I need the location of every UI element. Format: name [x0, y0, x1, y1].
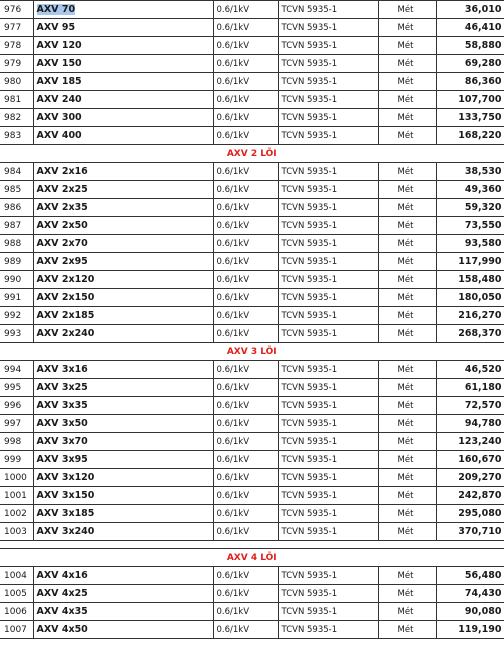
table-row: [0, 487, 504, 505]
row-number-cell[interactable]: 982: [0, 109, 33, 127]
product-code-cell[interactable]: AXV 4x35: [33, 603, 213, 621]
product-code-cell[interactable]: AXV 2x50: [33, 217, 213, 235]
voltage-cell[interactable]: 0.6/1kV: [213, 433, 278, 451]
table-row: [0, 567, 504, 585]
row-number-cell[interactable]: 1005: [0, 585, 33, 603]
standard-cell[interactable]: TCVN 5935-1: [278, 235, 378, 253]
row-number-cell[interactable]: 1003: [0, 523, 33, 541]
unit-cell[interactable]: Mét: [378, 469, 436, 487]
voltage-cell[interactable]: 0.6/1kV: [213, 505, 278, 523]
voltage-cell[interactable]: 0.6/1kV: [213, 37, 278, 55]
unit-price-cell[interactable]: 38,530: [436, 163, 504, 181]
table-row: [0, 73, 504, 91]
product-code-cell[interactable]: AXV 2x185: [33, 307, 213, 325]
table-row: [0, 307, 504, 325]
product-code-cell[interactable]: AXV 2x16: [33, 163, 213, 181]
table-row: [0, 91, 504, 109]
table-row: [0, 415, 504, 433]
unit-price-cell[interactable]: 133,750: [436, 109, 504, 127]
section-title: AXV 2 LÕI: [0, 145, 504, 163]
voltage-cell[interactable]: 0.6/1kV: [213, 523, 278, 541]
unit-price-cell[interactable]: 107,700: [436, 91, 504, 109]
unit-price-cell[interactable]: 74,430: [436, 585, 504, 603]
row-number-cell[interactable]: 993: [0, 325, 33, 343]
standard-cell[interactable]: TCVN 5935-1: [278, 379, 378, 397]
table-row: [0, 127, 504, 145]
product-code-cell[interactable]: AXV 4x16: [33, 567, 213, 585]
table-row: [0, 271, 504, 289]
table-row: [0, 19, 504, 37]
unit-price-cell[interactable]: 93,580: [436, 235, 504, 253]
standard-cell[interactable]: TCVN 5935-1: [278, 199, 378, 217]
product-code-cell[interactable]: AXV 4x25: [33, 585, 213, 603]
unit-cell[interactable]: Mét: [378, 19, 436, 37]
product-code-cell[interactable]: [33, 1, 213, 19]
unit-cell[interactable]: Mét: [378, 163, 436, 181]
unit-price-cell[interactable]: 295,080: [436, 505, 504, 523]
standard-cell[interactable]: TCVN 5935-1: [278, 523, 378, 541]
unit-cell[interactable]: Mét: [378, 621, 436, 639]
row-number-cell[interactable]: 1002: [0, 505, 33, 523]
voltage-cell[interactable]: 0.6/1kV: [213, 1, 278, 19]
voltage-cell[interactable]: 0.6/1kV: [213, 451, 278, 469]
row-number-cell[interactable]: 997: [0, 415, 33, 433]
unit-price-cell[interactable]: 72,570: [436, 397, 504, 415]
voltage-cell[interactable]: 0.6/1kV: [213, 199, 278, 217]
unit-price-cell[interactable]: 90,080: [436, 603, 504, 621]
table-row: [0, 505, 504, 523]
unit-cell[interactable]: Mét: [378, 523, 436, 541]
unit-cell[interactable]: Mét: [378, 37, 436, 55]
product-code-cell[interactable]: AXV 3x70: [33, 433, 213, 451]
standard-cell[interactable]: TCVN 5935-1: [278, 253, 378, 271]
standard-cell[interactable]: TCVN 5935-1: [278, 1, 378, 19]
standard-cell[interactable]: TCVN 5935-1: [278, 567, 378, 585]
table-row: [0, 325, 504, 343]
unit-cell[interactable]: Mét: [378, 217, 436, 235]
unit-cell[interactable]: Mét: [378, 91, 436, 109]
voltage-cell[interactable]: 0.6/1kV: [213, 325, 278, 343]
row-number-cell[interactable]: 985: [0, 181, 33, 199]
row-number-cell[interactable]: 1004: [0, 567, 33, 585]
unit-cell[interactable]: Mét: [378, 307, 436, 325]
product-code-cell[interactable]: AXV 3x25: [33, 379, 213, 397]
table-row: [0, 55, 504, 73]
unit-price-cell[interactable]: 59,320: [436, 199, 504, 217]
product-code-cell[interactable]: AXV 2x95: [33, 253, 213, 271]
table-row: [0, 289, 504, 307]
unit-price-cell[interactable]: 216,270: [436, 307, 504, 325]
row-number-cell[interactable]: 978: [0, 37, 33, 55]
unit-price-cell[interactable]: 61,180: [436, 379, 504, 397]
row-number-cell[interactable]: 977: [0, 19, 33, 37]
unit-cell[interactable]: Mét: [378, 451, 436, 469]
voltage-cell[interactable]: 0.6/1kV: [213, 271, 278, 289]
unit-price-cell[interactable]: 119,190: [436, 621, 504, 639]
table-row: [0, 37, 504, 55]
unit-cell[interactable]: Mét: [378, 55, 436, 73]
row-number-cell[interactable]: 994: [0, 361, 33, 379]
unit-price-cell[interactable]: 123,240: [436, 433, 504, 451]
standard-cell[interactable]: TCVN 5935-1: [278, 271, 378, 289]
unit-price-cell[interactable]: 168,220: [436, 127, 504, 145]
unit-cell[interactable]: Mét: [378, 199, 436, 217]
standard-cell[interactable]: TCVN 5935-1: [278, 163, 378, 181]
voltage-cell[interactable]: 0.6/1kV: [213, 235, 278, 253]
unit-price-cell[interactable]: 160,670: [436, 451, 504, 469]
product-code-cell[interactable]: AXV 3x240: [33, 523, 213, 541]
unit-cell[interactable]: Mét: [378, 603, 436, 621]
unit-cell[interactable]: Mét: [378, 289, 436, 307]
row-number-cell[interactable]: 996: [0, 397, 33, 415]
row-number-cell[interactable]: 984: [0, 163, 33, 181]
unit-price-cell[interactable]: 94,780: [436, 415, 504, 433]
standard-cell[interactable]: TCVN 5935-1: [278, 217, 378, 235]
product-code-cell[interactable]: AXV 2x70: [33, 235, 213, 253]
unit-price-cell[interactable]: 58,880: [436, 37, 504, 55]
product-code-cell[interactable]: AXV 3x35: [33, 397, 213, 415]
voltage-cell[interactable]: 0.6/1kV: [213, 163, 278, 181]
standard-cell[interactable]: TCVN 5935-1: [278, 433, 378, 451]
section-header-row: [0, 549, 504, 567]
table-row: [0, 217, 504, 235]
voltage-cell[interactable]: 0.6/1kV: [213, 19, 278, 37]
unit-price-cell[interactable]: 117,990: [436, 253, 504, 271]
standard-cell[interactable]: TCVN 5935-1: [278, 109, 378, 127]
standard-cell[interactable]: TCVN 5935-1: [278, 505, 378, 523]
unit-cell[interactable]: Mét: [378, 415, 436, 433]
standard-cell[interactable]: TCVN 5935-1: [278, 585, 378, 603]
table-row: [0, 433, 504, 451]
unit-price-cell[interactable]: 242,870: [436, 487, 504, 505]
unit-price-cell[interactable]: 180,050: [436, 289, 504, 307]
section-title: AXV 3 LÕI: [0, 343, 504, 361]
row-number-cell[interactable]: 991: [0, 289, 33, 307]
table-row: [0, 1, 504, 19]
standard-cell[interactable]: TCVN 5935-1: [278, 469, 378, 487]
voltage-cell[interactable]: 0.6/1kV: [213, 217, 278, 235]
row-number-cell[interactable]: 1007: [0, 621, 33, 639]
table-row: [0, 397, 504, 415]
product-code-cell[interactable]: AXV 3x50: [33, 415, 213, 433]
standard-cell[interactable]: TCVN 5935-1: [278, 451, 378, 469]
voltage-cell[interactable]: 0.6/1kV: [213, 397, 278, 415]
voltage-cell[interactable]: 0.6/1kV: [213, 487, 278, 505]
unit-cell[interactable]: Mét: [378, 253, 436, 271]
unit-cell[interactable]: Mét: [378, 325, 436, 343]
table-row: [0, 621, 504, 639]
table-row: [0, 523, 504, 541]
row-number-cell[interactable]: 1001: [0, 487, 33, 505]
section-header-row: [0, 343, 504, 361]
unit-price-cell[interactable]: 49,360: [436, 181, 504, 199]
voltage-cell[interactable]: 0.6/1kV: [213, 621, 278, 639]
table-row: [0, 235, 504, 253]
row-number-cell[interactable]: 999: [0, 451, 33, 469]
unit-cell[interactable]: Mét: [378, 585, 436, 603]
product-code-cell[interactable]: AXV 3x120: [33, 469, 213, 487]
table-row: [0, 109, 504, 127]
product-code-cell[interactable]: AXV 3x95: [33, 451, 213, 469]
voltage-cell[interactable]: 0.6/1kV: [213, 361, 278, 379]
voltage-cell[interactable]: 0.6/1kV: [213, 181, 278, 199]
row-number-cell[interactable]: 1000: [0, 469, 33, 487]
row-number-cell[interactable]: 986: [0, 199, 33, 217]
product-code-cell[interactable]: AXV 2x240: [33, 325, 213, 343]
table-row: [0, 469, 504, 487]
table-row: [0, 253, 504, 271]
unit-price-cell[interactable]: 46,520: [436, 361, 504, 379]
standard-cell[interactable]: TCVN 5935-1: [278, 181, 378, 199]
voltage-cell[interactable]: 0.6/1kV: [213, 603, 278, 621]
standard-cell[interactable]: TCVN 5935-1: [278, 37, 378, 55]
voltage-cell[interactable]: 0.6/1kV: [213, 379, 278, 397]
product-code-cell[interactable]: AXV 150: [33, 55, 213, 73]
standard-cell[interactable]: TCVN 5935-1: [278, 19, 378, 37]
voltage-cell[interactable]: 0.6/1kV: [213, 289, 278, 307]
unit-price-cell[interactable]: 46,410: [436, 19, 504, 37]
voltage-cell[interactable]: 0.6/1kV: [213, 91, 278, 109]
unit-price-cell[interactable]: 69,280: [436, 55, 504, 73]
product-code-cell[interactable]: AXV 400: [33, 127, 213, 145]
table-row: [0, 163, 504, 181]
standard-cell[interactable]: TCVN 5935-1: [278, 55, 378, 73]
voltage-cell[interactable]: 0.6/1kV: [213, 307, 278, 325]
product-code-cell[interactable]: AXV 2x25: [33, 181, 213, 199]
table-row: [0, 379, 504, 397]
unit-cell[interactable]: Mét: [378, 73, 436, 91]
unit-cell[interactable]: Mét: [378, 1, 436, 19]
table-row: [0, 181, 504, 199]
table-row: [0, 199, 504, 217]
unit-price-cell[interactable]: 370,710: [436, 523, 504, 541]
unit-cell[interactable]: Mét: [378, 235, 436, 253]
product-code-cell[interactable]: AXV 3x185: [33, 505, 213, 523]
selected-text: AXV 70: [36, 4, 76, 15]
row-number-cell[interactable]: 979: [0, 55, 33, 73]
standard-cell[interactable]: TCVN 5935-1: [278, 487, 378, 505]
unit-cell[interactable]: Mét: [378, 487, 436, 505]
table-row: [0, 361, 504, 379]
price-table-body: [0, 1, 504, 639]
table-row: [0, 451, 504, 469]
unit-price-cell[interactable]: 158,480: [436, 271, 504, 289]
voltage-cell[interactable]: 0.6/1kV: [213, 55, 278, 73]
standard-cell[interactable]: TCVN 5935-1: [278, 307, 378, 325]
voltage-cell[interactable]: 0.6/1kV: [213, 469, 278, 487]
unit-price-cell[interactable]: 86,360: [436, 73, 504, 91]
voltage-cell[interactable]: 0.6/1kV: [213, 415, 278, 433]
table-row: [0, 585, 504, 603]
row-number-cell[interactable]: 989: [0, 253, 33, 271]
unit-cell[interactable]: Mét: [378, 181, 436, 199]
row-number-cell[interactable]: 981: [0, 91, 33, 109]
unit-cell[interactable]: Mét: [378, 361, 436, 379]
unit-price-cell[interactable]: 209,270: [436, 469, 504, 487]
standard-cell[interactable]: TCVN 5935-1: [278, 361, 378, 379]
unit-price-cell[interactable]: 73,550: [436, 217, 504, 235]
product-code-cell[interactable]: AXV 4x50: [33, 621, 213, 639]
standard-cell[interactable]: TCVN 5935-1: [278, 127, 378, 145]
row-number-cell[interactable]: 1006: [0, 603, 33, 621]
spacer-row: [0, 541, 504, 549]
table-row: [0, 603, 504, 621]
row-number-cell[interactable]: 980: [0, 73, 33, 91]
voltage-cell[interactable]: 0.6/1kV: [213, 567, 278, 585]
standard-cell[interactable]: TCVN 5935-1: [278, 621, 378, 639]
standard-cell[interactable]: TCVN 5935-1: [278, 415, 378, 433]
product-code-cell[interactable]: AXV 300: [33, 109, 213, 127]
row-number-cell[interactable]: 976: [0, 1, 33, 19]
product-code-cell[interactable]: AXV 2x120: [33, 271, 213, 289]
row-number-cell[interactable]: 990: [0, 271, 33, 289]
unit-price-cell[interactable]: 56,480: [436, 567, 504, 585]
voltage-cell[interactable]: 0.6/1kV: [213, 127, 278, 145]
unit-price-cell[interactable]: 268,370: [436, 325, 504, 343]
product-code-cell[interactable]: AXV 185: [33, 73, 213, 91]
unit-cell[interactable]: Mét: [378, 433, 436, 451]
unit-cell[interactable]: Mét: [378, 109, 436, 127]
standard-cell[interactable]: TCVN 5935-1: [278, 397, 378, 415]
unit-cell[interactable]: Mét: [378, 127, 436, 145]
voltage-cell[interactable]: 0.6/1kV: [213, 253, 278, 271]
section-header-row: [0, 145, 504, 163]
row-number-cell[interactable]: 995: [0, 379, 33, 397]
product-code-cell[interactable]: AXV 240: [33, 91, 213, 109]
product-code-cell[interactable]: AXV 120: [33, 37, 213, 55]
unit-cell[interactable]: Mét: [378, 567, 436, 585]
standard-cell[interactable]: TCVN 5935-1: [278, 91, 378, 109]
standard-cell[interactable]: TCVN 5935-1: [278, 325, 378, 343]
standard-cell[interactable]: TCVN 5935-1: [278, 73, 378, 91]
row-number-cell[interactable]: 983: [0, 127, 33, 145]
section-title: AXV 4 LÕI: [0, 549, 504, 567]
unit-cell[interactable]: Mét: [378, 271, 436, 289]
product-code-cell[interactable]: AXV 2x150: [33, 289, 213, 307]
product-code-cell[interactable]: AXV 2x35: [33, 199, 213, 217]
product-code-cell[interactable]: AXV 95: [33, 19, 213, 37]
spacer-cell: [0, 541, 504, 549]
unit-cell[interactable]: Mét: [378, 379, 436, 397]
unit-price-cell[interactable]: 36,010: [436, 1, 504, 19]
voltage-cell[interactable]: 0.6/1kV: [213, 109, 278, 127]
standard-cell[interactable]: TCVN 5935-1: [278, 603, 378, 621]
row-number-cell[interactable]: 998: [0, 433, 33, 451]
row-number-cell[interactable]: 988: [0, 235, 33, 253]
row-number-cell[interactable]: 987: [0, 217, 33, 235]
standard-cell[interactable]: TCVN 5935-1: [278, 289, 378, 307]
unit-cell[interactable]: Mét: [378, 397, 436, 415]
product-code-cell[interactable]: AXV 3x16: [33, 361, 213, 379]
voltage-cell[interactable]: 0.6/1kV: [213, 73, 278, 91]
product-code-cell[interactable]: AXV 3x150: [33, 487, 213, 505]
voltage-cell[interactable]: 0.6/1kV: [213, 585, 278, 603]
row-number-cell[interactable]: 992: [0, 307, 33, 325]
unit-cell[interactable]: Mét: [378, 505, 436, 523]
